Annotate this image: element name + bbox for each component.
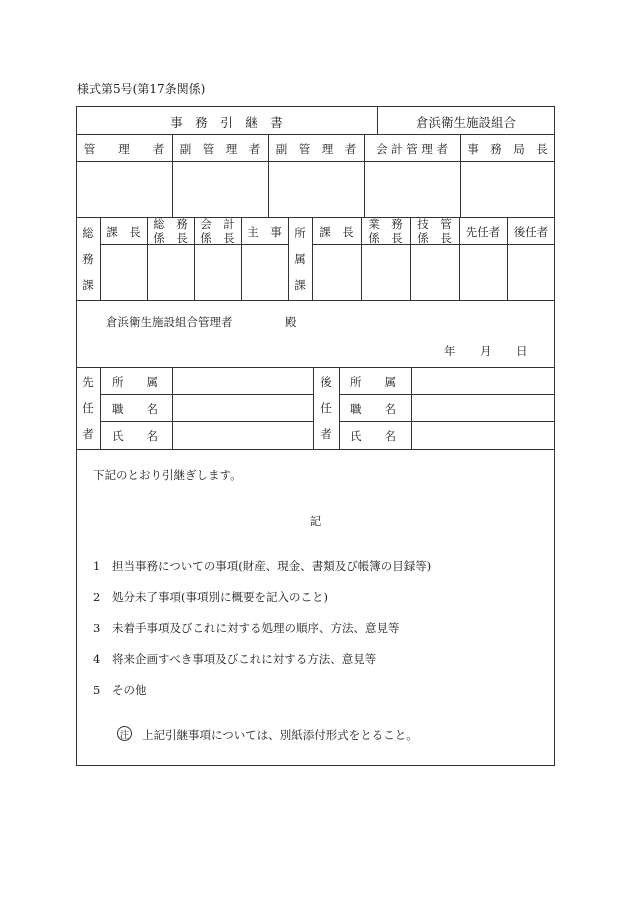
predecessor-name-label: 氏 名 [112,429,158,443]
soumu-clerk-label: 主 事 [247,225,282,239]
predecessor-seal-label: 先任者 [465,225,501,239]
approver-vice-manager-2-label: 副 管 理 者 [275,142,357,156]
label-bottom: 係 長 [153,230,188,245]
approver-vice-manager-label: 副 管 理 者 [179,142,261,156]
item-text: その他 [112,683,147,697]
shozoku-operations-chief-label [361,217,410,244]
predecessor-char: 先 [82,375,94,389]
intro-text: 下記のとおり引継ぎします。 [93,468,242,482]
label-bottom: 係 長 [368,230,403,245]
ki-heading: 記 [309,514,322,528]
shozoku-char: 課 [294,278,306,292]
approval-bottom-divider [76,300,555,301]
label-top: 業 務 [368,216,403,231]
soumu-char: 課 [82,278,94,292]
successor-char: 任 [320,401,332,415]
seal-box-secretary-general[interactable] [461,162,554,216]
predecessor-title-label: 職 名 [112,402,158,416]
shozoku-technical-chief-label [410,217,459,244]
predecessor-char: 者 [82,427,94,441]
approver-secretary-general-label: 事 務 局 長 [467,142,548,156]
label-top: 技 管 [417,216,452,231]
item-number: 5 [93,683,101,697]
soumu-char: 務 [82,252,94,266]
successor-title-field[interactable] [412,395,554,420]
soumu-accounting-chief-label [194,217,241,244]
approver-accounting-label: 会 計 管 理 者 [375,142,449,156]
label-top: 総 務 [153,216,188,231]
item-number: 3 [93,621,101,635]
form-label: 様式第5号(第17条関係) [77,82,206,96]
successor-name-label: 氏 名 [350,429,396,443]
item-number: 4 [93,652,101,666]
item-text: 未着手事項及びこれに対する処理の順序、方法、意見等 [112,621,400,635]
date-day: 日 [516,344,528,358]
soumu-general-chief-label [147,217,194,244]
successor-affiliation-label: 所 属 [350,375,396,389]
shozoku-section-label [288,220,312,298]
label-bottom: 係 長 [417,230,452,245]
list-item [93,589,328,605]
organization-name: 倉浜衛生施設組合 [415,115,516,130]
title-row-divider [76,134,555,135]
shozoku-section-chief-label: 課 長 [319,225,354,239]
successor-label [313,369,339,447]
form-title: 事 務 引 継 書 [170,115,283,130]
predecessor-title-field[interactable] [173,395,312,420]
list-item [93,682,147,698]
date-year: 年 [444,344,456,358]
grid-line [339,367,340,449]
soumu-section-chief-label: 課 長 [106,225,141,239]
successor-char: 者 [320,427,332,441]
note-mark-text: 注 [119,729,130,741]
list-item [93,620,400,636]
item-text: 担当事務についての事項(財産、現金、書類及び帳簿の目録等) [112,559,432,573]
approver-manager-label: 管 理 者 [83,142,165,156]
list-item [93,651,376,667]
item-text: 将来企画すべき事項及びこれに対する方法、意見等 [112,652,377,666]
date-month: 月 [480,344,492,358]
honorific: 殿 [285,315,297,329]
successor-title-label: 職 名 [350,402,396,416]
predecessor-char: 任 [82,401,94,415]
item-number: 1 [93,559,101,573]
item-text: 処分未了事項(事項別に概要を記入のこと) [112,590,328,604]
note-mark-icon [117,726,132,741]
addressee: 倉浜衛生施設組合管理者 [106,315,233,329]
predecessor-affiliation-field[interactable] [173,368,312,393]
persons-bottom-divider [76,449,555,450]
predecessor-affiliation-label: 所 属 [112,375,158,389]
predecessor-name-field[interactable] [173,422,312,448]
item-number: 2 [93,590,101,604]
soumu-section-label [76,220,100,298]
label-bottom: 係 長 [200,230,235,245]
shozoku-char: 属 [294,252,306,266]
seal-box-vice-manager-2[interactable] [269,162,363,216]
soumu-char: 総 [82,226,94,240]
seal-box-accounting[interactable] [365,162,459,216]
grid-line [100,367,101,449]
shozoku-char: 所 [294,226,306,240]
seal-box-manager[interactable] [77,162,171,216]
successor-char: 後 [320,375,332,389]
list-item [93,558,431,574]
seal-box-vice-manager[interactable] [173,162,267,216]
note-text: 上記引継事項については、別紙添付形式をとること。 [142,728,418,742]
label-top: 会 計 [200,216,235,231]
successor-name-field[interactable] [412,422,554,448]
successor-seal-label: 後任者 [513,225,549,239]
predecessor-label [76,369,100,447]
successor-affiliation-field[interactable] [412,368,554,393]
